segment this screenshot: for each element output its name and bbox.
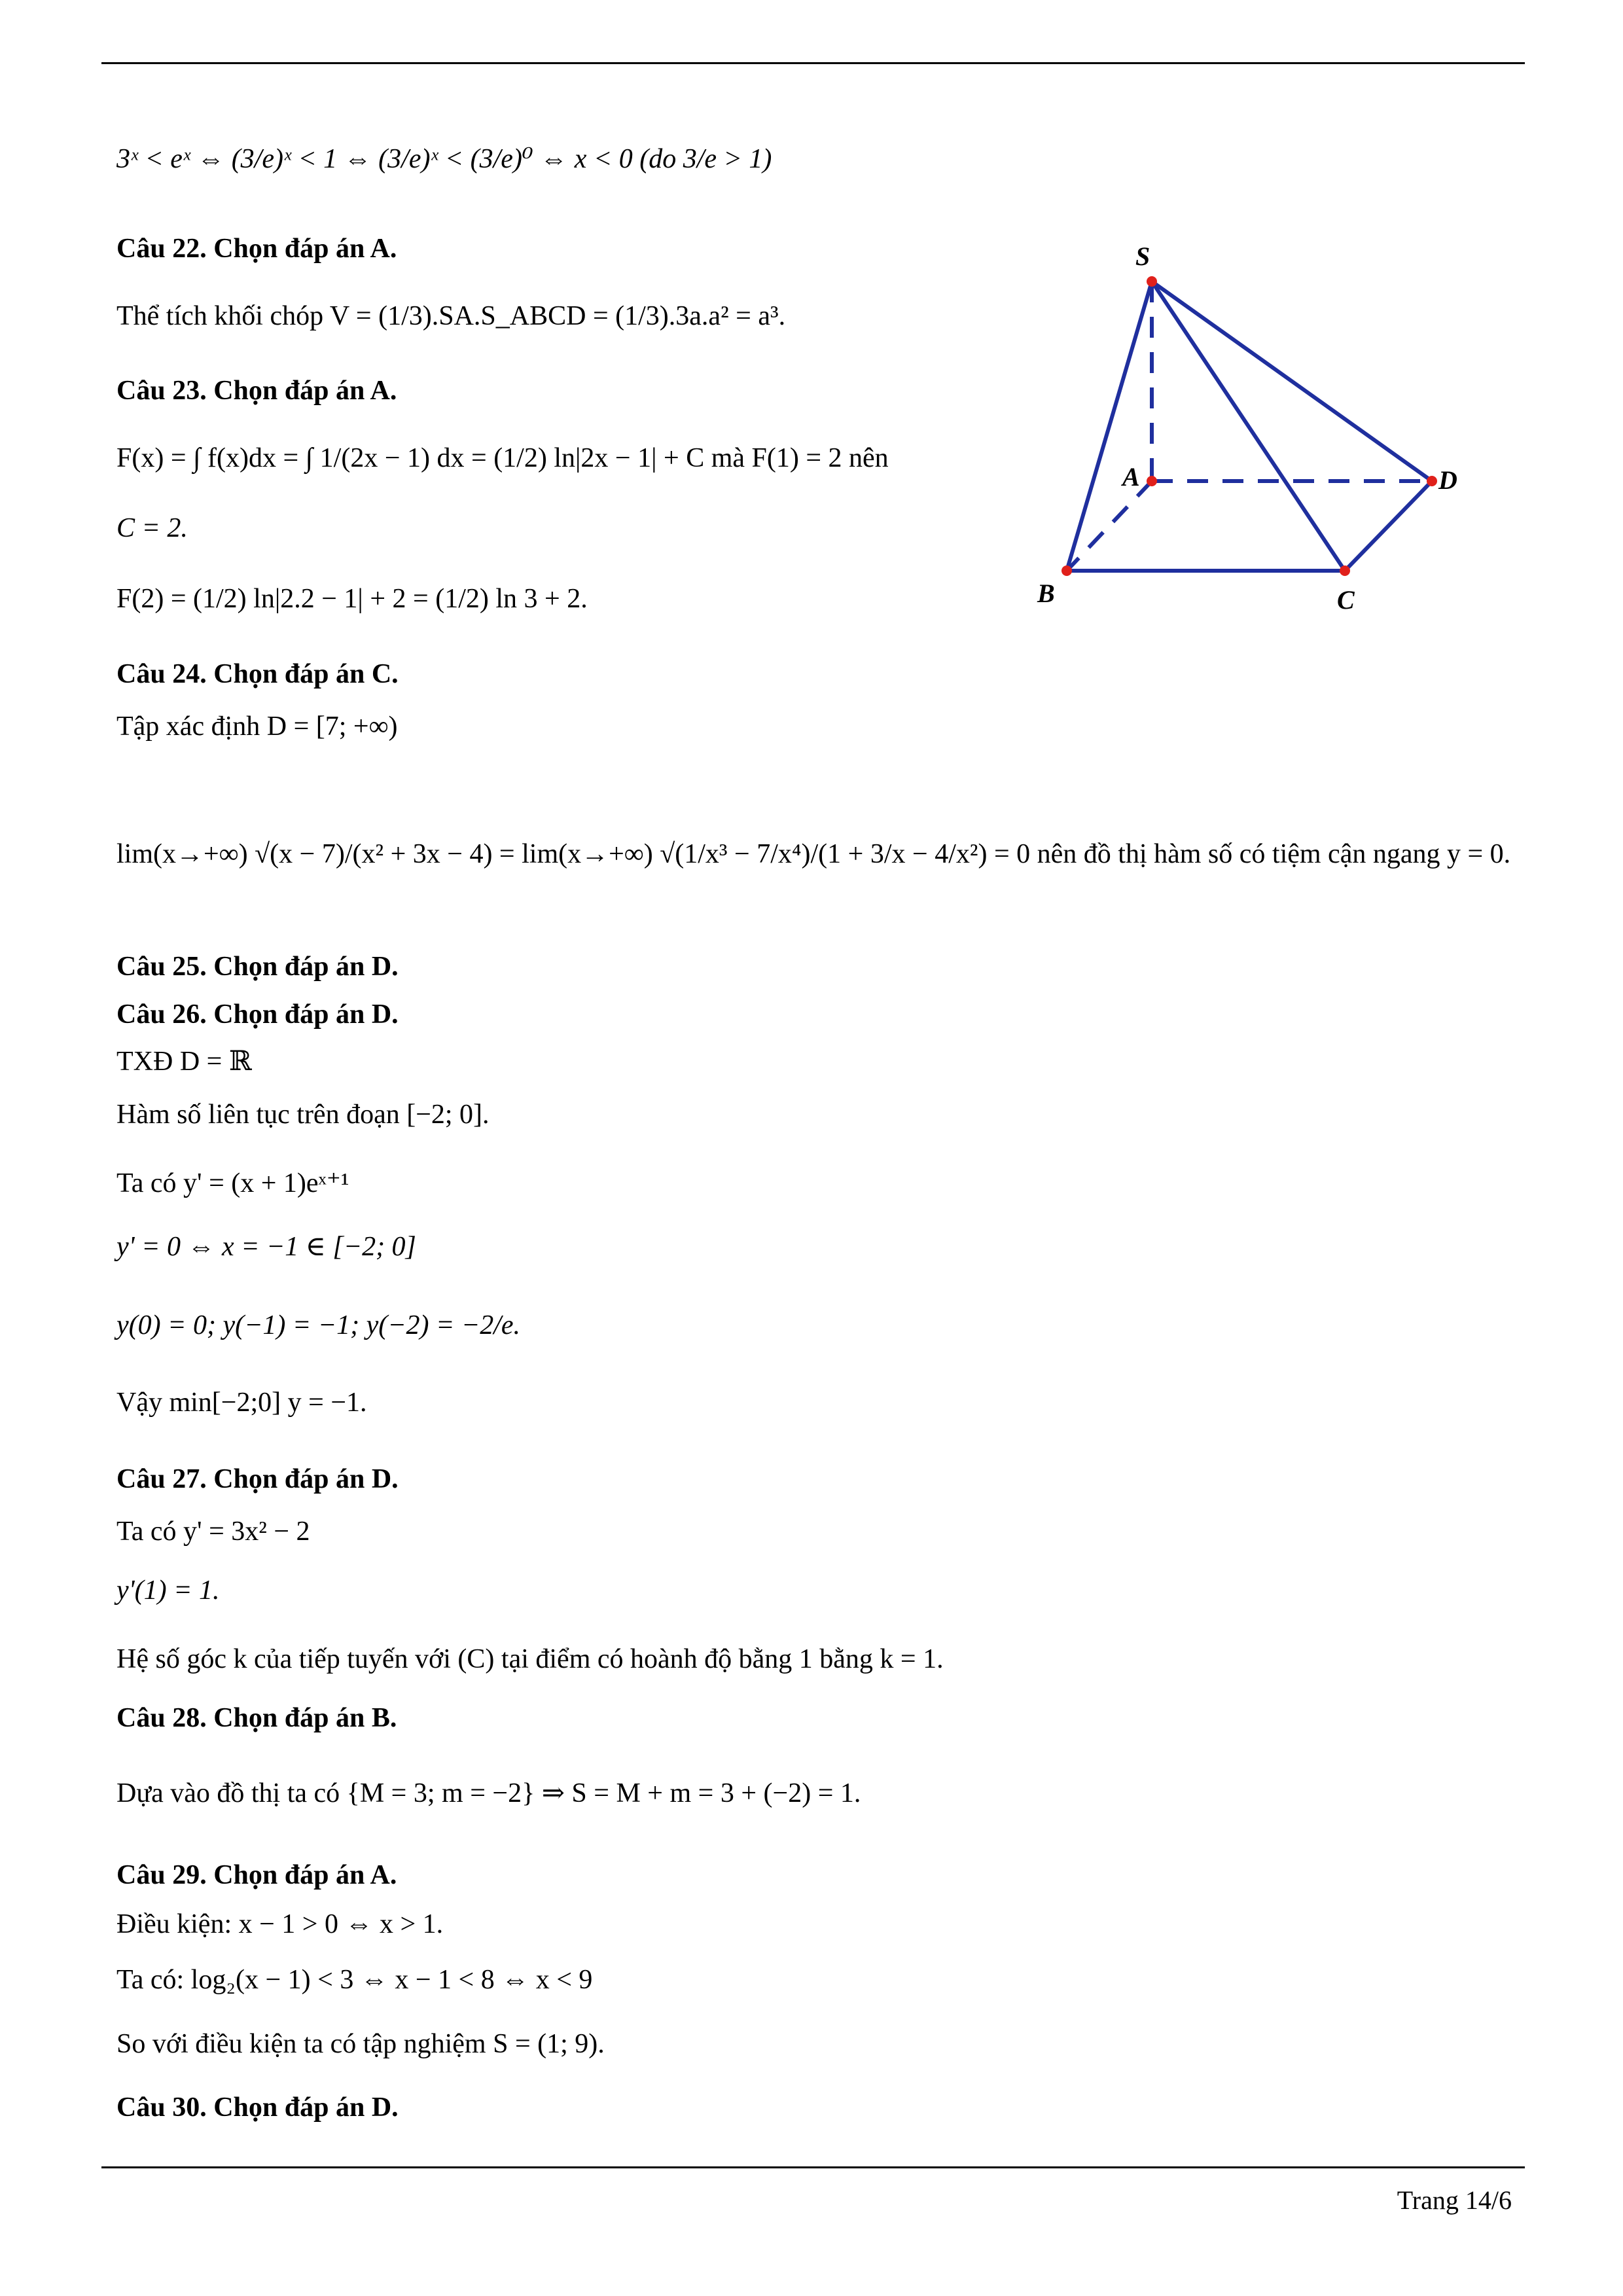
text-line: Điều kiện: x − 1 > 0 ⇔ x > 1. (116, 1909, 444, 1939)
point-c (1340, 565, 1350, 576)
formula-line: y(0) = 0; y(−1) = −1; y(−2) = −2/e. (116, 1310, 521, 1340)
answer-heading: Câu 29. Chọn đáp án A. (116, 1860, 397, 1890)
text-line: TXĐ D = ℝ (116, 1047, 252, 1077)
answer-heading: Câu 22. Chọn đáp án A. (116, 234, 397, 264)
text-line: Vậy min[−2;0] y = −1. (116, 1388, 367, 1418)
answer-heading: Câu 27. Chọn đáp án D. (116, 1464, 399, 1494)
point-b (1061, 565, 1072, 576)
text-line: Thể tích khối chóp V = (1/3).SA.S_ABCD = (1/3).3a.a² = a³. (116, 301, 786, 331)
formula-line: y'(1) = 1. (116, 1575, 220, 1605)
edge-sb (1067, 281, 1152, 571)
formula-line: F(x) = ∫ f(x)dx = ∫ 1/(2x − 1) dx = (1/2) ln|2x − 1| + C mà F(1) = 2 nên (116, 443, 889, 473)
label-c: C (1337, 585, 1355, 615)
pyramid-figure (1021, 236, 1479, 628)
text-line: Dựa vào đồ thị ta có {M = 3; m = −2} ⇒ S = M + m = 3 + (−2) = 1. (116, 1778, 861, 1808)
edge-sd (1152, 281, 1432, 481)
label-s: S (1135, 242, 1150, 271)
text-line: Ta có: log₂(x − 1) < 3 ⇔ x − 1 < 8 ⇔ x < 9 (116, 1965, 593, 1995)
formula-line: 3ˣ < eˣ ⇔ (3/e)ˣ < 1 ⇔ (3/e)ˣ < (3/e)⁰ ⇔ x < 0 (do 3/e > 1) (116, 144, 772, 174)
edge-sc (1152, 281, 1345, 571)
label-b: B (1037, 579, 1055, 608)
text-line: Ta có y' = 3x² − 2 (116, 1516, 310, 1547)
answer-heading: Câu 23. Chọn đáp án A. (116, 376, 397, 406)
answer-heading: Câu 26. Chọn đáp án D. (116, 999, 399, 1030)
point-d (1427, 476, 1437, 486)
edge-cd (1345, 481, 1432, 571)
formula-line: lim(x→+∞) √(x − 7)/(x² + 3x − 4) = lim(x→+∞) √(1/x³ − 7/x⁴)/(1 + 3/x − 4/x²) = 0 nên đồ thị hàm số có tiệm cận ngang y = 0. (116, 839, 1511, 869)
text-line: Hàm số liên tục trên đoạn [−2; 0]. (116, 1100, 490, 1130)
page-number: Trang 14/6 (1397, 2185, 1512, 2215)
point-a (1147, 476, 1157, 486)
formula-line: C = 2. (116, 513, 188, 543)
formula-line: F(2) = (1/2) ln|2.2 − 1| + 2 = (1/2) ln 3 + 2. (116, 584, 588, 614)
header-rule (101, 62, 1525, 64)
text-line: Hệ số góc k của tiếp tuyến với (C) tại điểm có hoành độ bằng 1 bằng k = 1. (116, 1644, 944, 1674)
label-d: D (1438, 465, 1457, 495)
answer-heading: Câu 28. Chọn đáp án B. (116, 1703, 397, 1733)
point-s (1147, 276, 1157, 287)
text-line: Ta có y' = (x + 1)eˣ⁺¹ (116, 1168, 349, 1198)
label-a: A (1122, 462, 1140, 492)
text-line: Tập xác định D = [7; +∞) (116, 711, 398, 742)
footer-rule (101, 2166, 1525, 2168)
text-line: So với điều kiện ta có tập nghiệm S = (1; 9). (116, 2029, 605, 2059)
answer-heading: Câu 25. Chọn đáp án D. (116, 952, 399, 982)
answer-heading: Câu 24. Chọn đáp án C. (116, 659, 399, 689)
answer-heading: Câu 30. Chọn đáp án D. (116, 2092, 399, 2123)
formula-line: y' = 0 ⇔ x = −1 ∈ [−2; 0] (116, 1232, 416, 1262)
